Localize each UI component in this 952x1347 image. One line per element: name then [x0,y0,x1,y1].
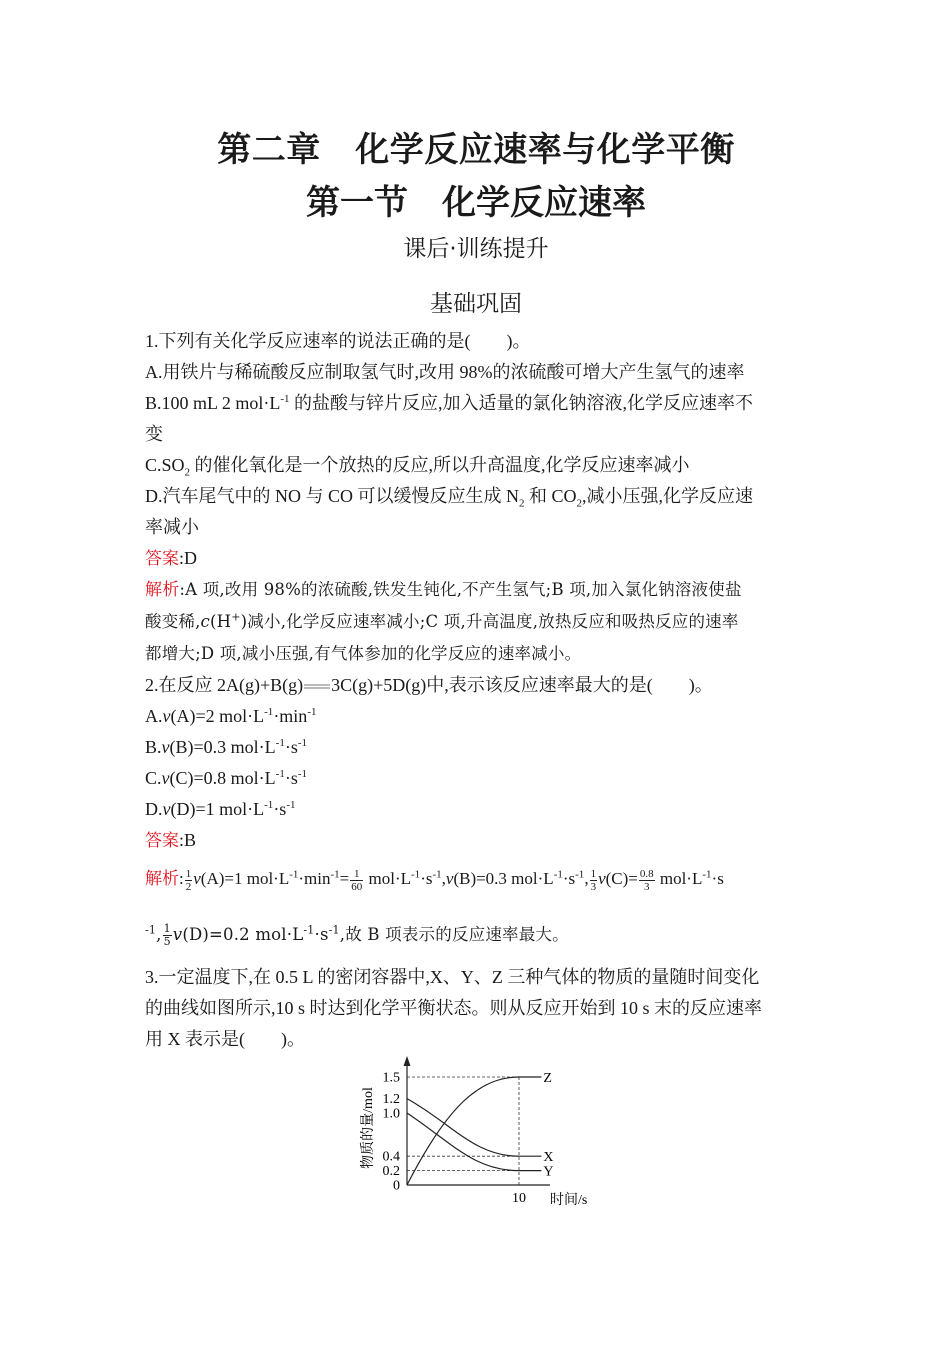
q2-option-b: B.v(B)=0.3 $mol\cdot L^{-1}\cdot s^{-1}$ [145,737,307,757]
analysis-label: 解析 [145,869,179,889]
series-line-y [407,1113,541,1171]
amount-time-chart [350,1052,610,1212]
section-title: 第一节 化学反应速率 [306,183,646,223]
series-label-x: X [543,1150,554,1166]
q2-analysis-2: $^{-1}$, $\frac{1}{5}$ v(D)=0.2 $mol\cdot L^{-1}\cdot s^{-1}$,故 B 项表示的反应速率最大。 [145,922,569,948]
q1-option-c: $C.SO_2$ 的催化氧化是一个放热的反应,所以升高温度,化学反应速率减小 [145,455,690,479]
fraction: $\frac{1}{2}$ [185,867,192,893]
q1-option-a: A.用铁片与稀硫酸反应制取氢气时,改用 98%的浓硫酸可增大产生氢气的速率 [145,362,745,382]
q1-stem: 1.下列有关化学反应速率的说法正确的是( )。 [145,331,531,351]
part-title: 基础巩固 [430,291,522,317]
q2-option-a: A.v(A)=2 $mol\cdot L^{-1}\cdot\min^{-1}$ [145,706,317,726]
y-tick-label: 0.4 [382,1149,400,1165]
chapter-title: 第二章 化学反应速率与化学平衡 [217,130,735,170]
analysis-label: 解析 [145,580,180,600]
q2-answer: 答案:B [145,830,197,851]
answer-label: 答案 [145,549,179,569]
q3-line-1: 3.一定温度下,在 0.5 L 的密闭容器中,X、Y、Z 三种气体的物质的量随时间变化 [145,967,760,987]
y-tick-label: 1.0 [382,1106,400,1122]
q2-stem: 2.在反应 2A(g)+B(g) 3C(g)+5D(g)中,表示该反应速率最大的是( )。 [145,675,713,695]
fraction: $\frac{1}{5}$ [163,922,171,948]
q1-analysis-3: 都增大;D 项,减小压强,有气体参加的化学反应的速率减小。 [145,644,582,663]
q1-analysis: 解析:A 项,改用 98%的浓硫酸,铁发生钝化,不产生氢气;B 项,加入氯化钠溶液使盐 [145,580,742,600]
q1-answer: 答案:D [145,548,197,569]
fraction: $\frac{1}{3}$ [590,867,597,893]
q2-option-c: C.v(C)=0.8 $mol\cdot L^{-1}\cdot s^{-1}$ [145,768,307,788]
series-label-z: Z [543,1071,552,1086]
y-tick-label: 0 [393,1178,400,1194]
y-tick-label: 0.2 [382,1164,400,1180]
q1-option-b-cont: 变 [145,424,163,444]
equilibrium-sign [304,684,330,689]
fraction: $\frac{0.8}{3}$ [639,867,654,893]
y-tick-label: 1.5 [382,1070,400,1086]
q2-analysis: 解析: $\frac{1}{2}$ v(A)=1 $mol\cdot L^{-1}\cdot\min^{-1}=$ $\frac{1}{60}$ $mol\cdot L^{-1}\cdot s^{-1},v(B)=0.3$ $mol\cdot L^{-1}\cdot s^{-1}$, $\frac{1}{3}$ v(C)= $\frac{0.8}{3}$ $mol\cdot L^{-1}\cdot s$ [145,867,724,893]
y-axis-arrow [404,1056,411,1066]
x-axis-label: 时间/s [550,1193,588,1208]
q2-option-d: D.v(D)=1 $mol\cdot L^{-1}\cdot s^{-1}$ [145,799,296,819]
q1-option-d-cont: 率减小 [145,517,199,537]
q1-analysis-2: 酸变稀,c(H+)减小,化学反应速率减小;C 项,升高温度,放热反应和吸热反应的速率 [145,610,739,631]
q3-line-3: 用 X 表示是( )。 [145,1029,305,1049]
series-line-z [407,1077,541,1185]
answer-label: 答案 [145,831,179,851]
x-tick-label: 10 [512,1191,526,1206]
y-axis-label: 物质的量/mol [361,1087,376,1169]
series-label-y: Y [543,1164,554,1180]
fraction: $\frac{1}{60}$ [351,867,363,893]
q3-line-2: 的曲线如图所示,10 s 时达到化学平衡状态。则从反应开始到 10 s 末的反应速率 [145,998,763,1018]
y-tick-label: 1.2 [382,1092,400,1108]
subtitle: 课后·训练提升 [403,236,549,262]
q1-option-d: D.汽车尾气中的 NO 与 CO 可以缓慢反应生成 $N_2$ 和 $CO_2$,减小压强,化学反应速 [145,486,754,510]
q1-option-b: B.100 mL 2 $mol\cdot L^{-1}$ 的盐酸与锌片反应,加入适量的氯化钠溶液,化学反应速率不 [145,393,753,413]
